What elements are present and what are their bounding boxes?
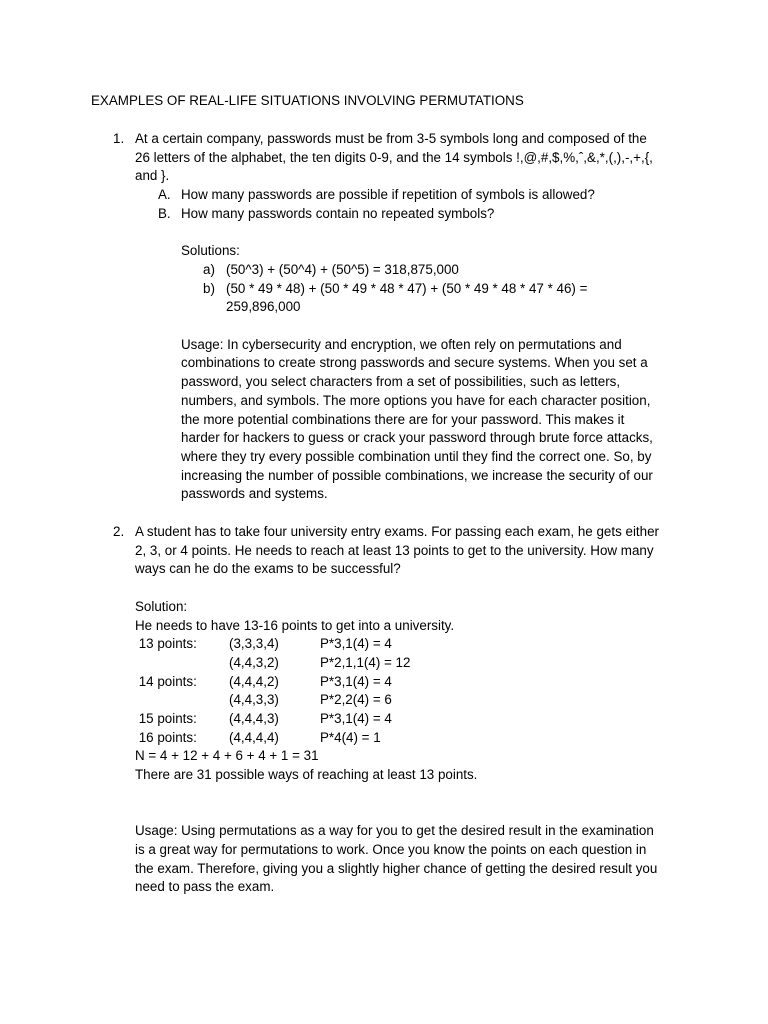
part-a-label: A. [158, 187, 171, 203]
question-1-body [135, 130, 675, 504]
points-cell: 15 points: [135, 711, 197, 727]
table-row [135, 654, 410, 673]
solution-intro: He needs to have 13-16 points to get into a university. [135, 617, 455, 633]
formula-cell: P*3,1(4) = 4 [320, 673, 392, 689]
table-row [135, 691, 410, 710]
usage-line: is a great way for permutations to work. Once you know the points on each question in [135, 841, 647, 857]
solution-b-text-line2: 259,896,000 [226, 299, 301, 315]
question-2-line: 2, 3, or 4 points. He needs to reach at least 13 points to get to the university. How many [135, 542, 654, 558]
solution-b-label: b) [203, 280, 215, 296]
solutions-label: Solutions: [181, 243, 240, 259]
conclusion-line: There are 31 possible ways of reaching at least 13 points. [135, 767, 478, 783]
usage-line: passwords and systems. [181, 486, 328, 502]
usage-line: need to pass the exam. [135, 879, 275, 895]
question-1-line: and }. [135, 168, 170, 184]
usage-line: the exam. Therefore, giving you a slightly higher chance of getting the desired result you [135, 860, 658, 876]
points-cell [135, 654, 229, 673]
part-a-text: How many passwords are possible if repetition of symbols is allowed? [181, 187, 595, 203]
usage-line: increasing the number of possible combinations, we increase the security of our [181, 467, 653, 483]
tuple-cell: (4,4,4,3) [229, 711, 279, 727]
table-row [135, 729, 410, 748]
points-table [135, 635, 410, 747]
formula-cell: P*3,1(4) = 4 [320, 636, 392, 652]
tuple-cell: (3,3,3,4) [229, 636, 279, 652]
usage-line: combinations to create strong passwords and secure systems. When you set a [181, 355, 648, 371]
usage-line: the more potential combinations there are for your password. This makes it [181, 411, 625, 427]
part-b-text: How many passwords contain no repeated symbols? [181, 205, 495, 221]
question-1-line: At a certain company, passwords must be from 3-5 symbols long and composed of the [135, 131, 647, 146]
solution-b-text-line1: (50 * 49 * 48) + (50 * 49 * 48 * 47) + (50 * 49 * 48 * 47 * 46) = [226, 280, 588, 296]
solution-b [135, 280, 675, 317]
part-b-label: B. [158, 205, 171, 221]
points-cell: 13 points: [135, 636, 197, 652]
solution-label: Solution: [135, 598, 188, 614]
solutions-list [135, 261, 675, 317]
solution-a [135, 261, 675, 280]
solution-a-label: a) [203, 261, 215, 277]
formula-cell: P*2,1,1(4) = 12 [320, 654, 411, 670]
table-row [135, 635, 410, 654]
usage-line: Usage: Using permutations as a way for you to get the desired result in the examination [135, 823, 654, 839]
usage-line: Usage: In cybersecurity and encryption, we often rely on permutations and [181, 336, 622, 352]
question-2-number: 2. [113, 524, 125, 539]
points-cell [135, 691, 229, 710]
question-1-part-b [135, 205, 675, 224]
total-line: N = 4 + 12 + 4 + 6 + 4 + 1 = 31 [135, 748, 319, 764]
solution-a-text: (50^3) + (50^4) + (50^5) = 318,875,000 [226, 261, 459, 277]
tuple-cell: (4,4,4,4) [229, 729, 279, 745]
question-2-line: ways can he do the exams to be successful? [135, 561, 401, 577]
tuple-cell: (4,4,4,2) [229, 673, 279, 689]
usage-line: numbers, and symbols. The more options you have for each character position, [181, 392, 651, 408]
points-cell: 14 points: [135, 673, 197, 689]
tuple-cell: (4,4,3,3) [229, 692, 279, 708]
question-2-usage [135, 822, 695, 897]
tuple-cell: (4,4,3,2) [229, 654, 279, 670]
table-row [135, 710, 410, 729]
question-2-body [135, 523, 695, 897]
table-row [135, 673, 410, 692]
usage-line: where they try every possible combination until they find the correct one. So, by [181, 448, 652, 464]
question-1-line: 26 letters of the alphabet, the ten digits 0-9, and the 14 symbols !,@,#,$,%,ˆ,&,*,(,),-,+,{, [135, 149, 653, 165]
usage-line: harder for hackers to guess or crack your password through brute force attacks, [181, 430, 653, 446]
document-title: EXAMPLES OF REAL-LIFE SITUATIONS INVOLVING PERMUTATIONS [91, 93, 524, 108]
formula-cell: P*2,2(4) = 6 [320, 692, 392, 708]
question-1-number: 1. [113, 131, 125, 146]
question-1-usage [181, 336, 676, 504]
usage-line: password, you select characters from a set of possibilities, such as letters, [181, 374, 621, 390]
formula-cell: P*3,1(4) = 4 [320, 711, 392, 727]
points-cell: 16 points: [135, 729, 197, 745]
question-1-part-a [135, 186, 675, 205]
formula-cell: P*4(4) = 1 [320, 729, 381, 745]
question-2-line: A student has to take four university entry exams. For passing each exam, he gets either [135, 524, 659, 539]
